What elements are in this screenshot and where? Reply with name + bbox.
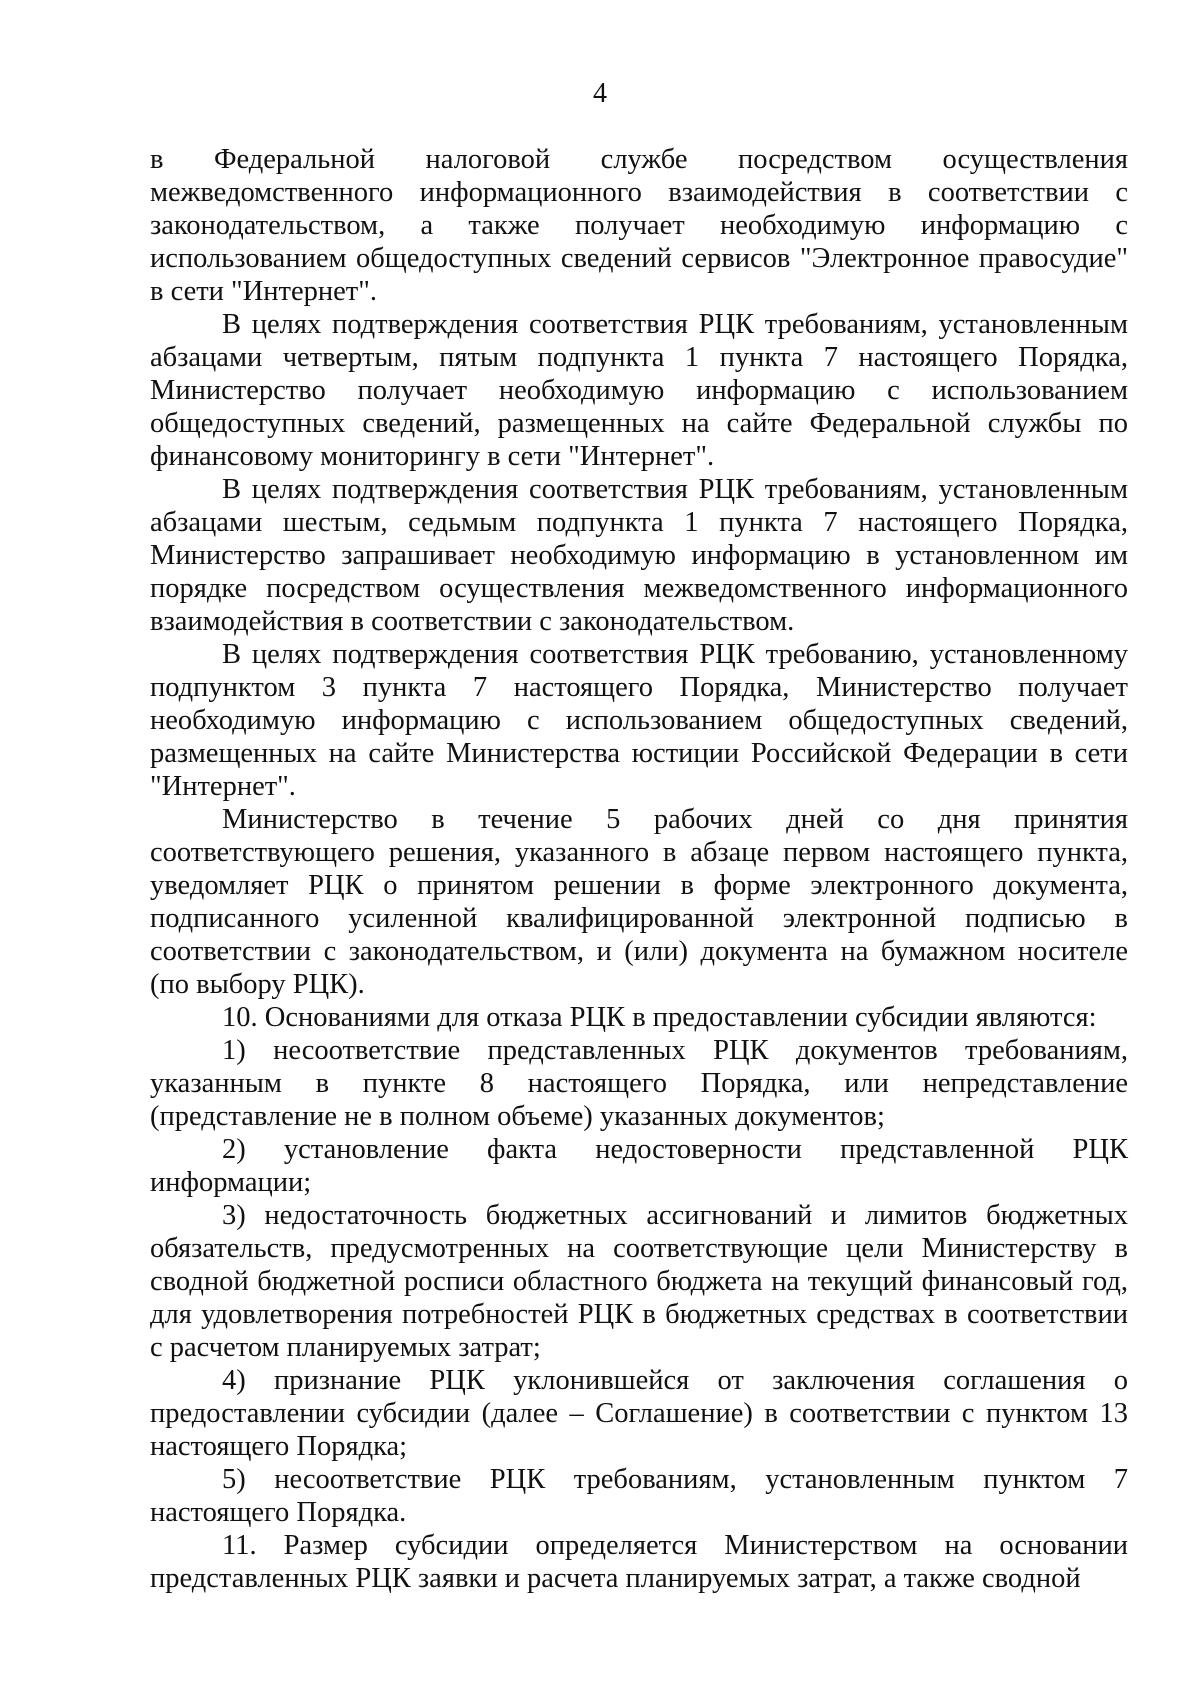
clause-10-item-4: 4) признание РЦК уклонившейся от заключения соглашения о предоставлении субсидии (далее – Соглашение) в соответствии с пунктом 13 настоящего Порядка;	[150, 1365, 1128, 1462]
clause-10-item-5: 5) несоответствие РЦК требованиям, установленным пунктом 7 настоящего Порядка.	[150, 1464, 1128, 1528]
paragraph-3: В целях подтверждения соответствия РЦК требованиям, установленным абзацами шестым, седьмым подпункта 1 пункта 7 настоящего Порядка, Министерство запрашивает необходимую информацию в установленном им порядке посредством осуществления межведомственного информационного взаимодействия в соответствии с законодательством.	[150, 474, 1128, 637]
clause-10-item-2: 2) установление факта недостоверности представленной РЦК информации;	[150, 1134, 1128, 1198]
clause-10-item-3: 3) недостаточность бюджетных ассигнований и лимитов бюджетных обязательств, предусмотренных на соответствующие цели Министерству в сводной бюджетной росписи областного бюджета на текущий финансовый год, для удовлетворения потребностей РЦК в бюджетных средствах в соответствии с расчетом планируемых затрат;	[150, 1200, 1128, 1363]
paragraph-2: В целях подтверждения соответствия РЦК требованиям, установленным абзацами четвертым, пятым подпункта 1 пункта 7 настоящего Порядка, Министерство получает необходимую информацию с использованием общедоступных сведений, размещенных на сайте Федеральной службы по финансовому мониторингу в сети "Интернет".	[150, 309, 1128, 472]
document-body	[150, 143, 1128, 1595]
clause-11: 11. Размер субсидии определяется Министерством на основании представленных РЦК заявки и расчета планируемых затрат, а также сводной	[150, 1530, 1128, 1594]
paragraph-4: В целях подтверждения соответствия РЦК требованию, установленному подпунктом 3 пункта 7 настоящего Порядка, Министерство получает необходимую информацию с использованием общедоступных сведений, размещенных на сайте Министерства юстиции Российской Федерации в сети "Интернет".	[150, 639, 1128, 802]
paragraph-5: Министерство в течение 5 рабочих дней со дня принятия соответствующего решения, указанного в абзаце первом настоящего пункта, уведомляет РЦК о принятом решении в форме электронного документа, подписанного усиленной квалифицированной электронной подписью в соответствии с законодательством, и (или) документа на бумажном носителе (по выбору РЦК).	[150, 804, 1128, 1000]
clause-10-item-1: 1) несоответствие представленных РЦК документов требованиям, указанным в пункте 8 настоящего Порядка, или непредставление (представление не в полном объеме) указанных документов;	[150, 1035, 1128, 1132]
clause-10-heading: 10. Основаниями для отказа РЦК в предоставлении субсидии являются:	[222, 1002, 1097, 1033]
page-number: 4	[593, 78, 607, 109]
paragraph-1: в Федеральной налоговой службе посредством осуществления межведомственного информационного взаимодействия в соответствии с законодательством, а также получает необходимую информацию с использованием общедоступных сведений сервисов "Электронное правосудие" в сети "Интернет".	[150, 144, 1128, 307]
